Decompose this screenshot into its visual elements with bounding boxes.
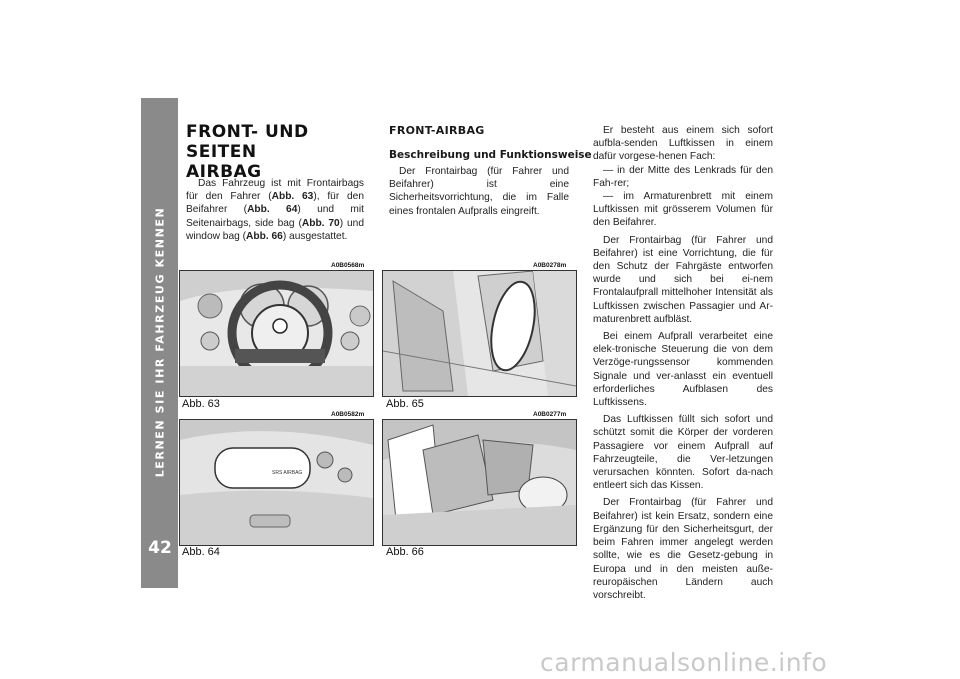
- title-line-2: AIRBAG: [186, 162, 262, 182]
- figure-64-passenger-airbag: [179, 419, 374, 546]
- paragraph: — in der Mitte des Lenkrads für den Fah-rer;: [593, 164, 773, 189]
- figure-caption: Abb. 66: [386, 546, 424, 558]
- fig-ref-66[interactable]: Abb. 66: [246, 230, 283, 242]
- intro-paragraph: [186, 177, 364, 243]
- title-line-1: FRONT- UND SEITEN: [186, 122, 309, 162]
- fig-ref-64[interactable]: Abb. 64: [247, 204, 298, 216]
- section-title: FRONT-AIRBAG: [389, 124, 485, 137]
- right-column: [593, 124, 773, 606]
- intro-text: Das Fahrzeug ist mit Frontairbags für den Fahrer (: [186, 178, 364, 203]
- intro-text: ), für den Beifahrer (: [186, 191, 365, 216]
- srs-airbag-label: SRS AIRBAG: [272, 470, 303, 476]
- paragraph: Bei einem Aufprall verarbeitet eine elek-tronische Steuerung die von dem Verzöge-rungssensor kommenden Signale und ver-anlasst ein eventuell erforderliches Aufblasen des Luftkissens.: [593, 331, 773, 409]
- figure-code: A0B0568m: [331, 262, 365, 269]
- section-paragraph: [389, 165, 569, 218]
- dashboard-illustration: [180, 420, 373, 545]
- window-bag-illustration: [383, 420, 576, 545]
- figure-63-steering-wheel: [179, 270, 374, 397]
- paragraph: Das Luftkissen füllt sich sofort und schützt somit die Körper der vorderen Passagiere vor einem Aufprall auf Fahrzeugteile, die Ver-letzungen verursachen könnten. Sofort da-nach entleert sich das Kissen.: [593, 414, 773, 492]
- figure-code: A0B0582m: [331, 411, 365, 418]
- intro-text: ) und window bag (: [186, 217, 364, 242]
- side-airbag-illustration: [383, 271, 576, 396]
- paragraph: Der Frontairbag (für Fahrer und Beifahrer) ist eine Vorrichtung, die für den Schutz der Fahrgäste entworfen wurde und sich bei ei-nem Frontalaufprall mittelhoher Intensität als Luftkissen zwischen Passagier und Ar-maturenbrett aufbläst.: [593, 234, 773, 325]
- paragraph: Der Frontairbag (für Fahrer und Beifahrer) ist kein Ersatz, sondern eine Ergänzung für den Sicherheitsgurt, der beim Fahren immer angelegt werden sollte, wie es die Gesetz-gebung in Europa und in den meisten auße-reuropäischen Ländern auch vorschreibt.: [593, 497, 773, 601]
- section-subtitle: Beschreibung und Funktionsweise: [389, 149, 592, 161]
- paragraph: — im Armaturenbrett mit einem Luftkissen mit grösserem Volumen für den Beifahrer.: [593, 191, 773, 229]
- figure-66-window-bag: [382, 419, 577, 546]
- paragraph: Er besteht aus einem sich sofort aufbla-senden Luftkissen in einem dafür vorgese-henen Fach:: [593, 125, 773, 163]
- page-number: 42: [148, 538, 172, 558]
- figure-65-side-airbag: [382, 270, 577, 397]
- figure-caption: Abb. 64: [182, 546, 220, 558]
- intro-text: ) ausgestattet.: [282, 230, 348, 242]
- fig-ref-70[interactable]: Abb. 70: [301, 217, 340, 229]
- paragraph: Der Frontairbag (für Fahrer und Beifahrer) ist eine Sicherheitsvorrichtung, die im Falle eines frontalen Aufpralls eingreift.: [389, 166, 569, 217]
- page-title: [186, 122, 371, 182]
- watermark: carmanualsonline.info: [540, 648, 828, 677]
- figure-caption: Abb. 63: [182, 398, 220, 410]
- steering-wheel-illustration: [180, 271, 373, 396]
- figure-caption: Abb. 65: [386, 398, 424, 410]
- figure-code: A0B0277m: [533, 411, 567, 418]
- intro-text: ) und mit Seitenairbags, side bag (: [186, 204, 364, 229]
- figure-code: A0B0278m: [533, 262, 567, 269]
- section-label: LERNEN SIE IHR FAHRZEUG KENNEN: [153, 206, 167, 478]
- fig-ref-63[interactable]: Abb. 63: [271, 191, 314, 203]
